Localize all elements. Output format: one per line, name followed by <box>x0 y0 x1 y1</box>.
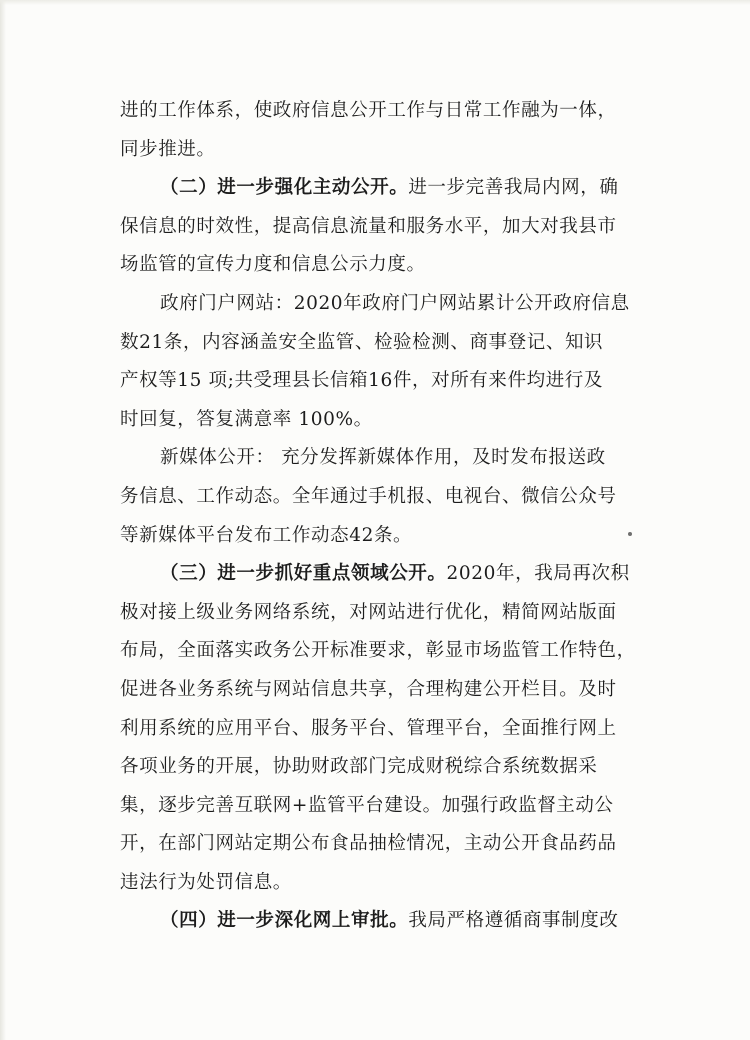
text-run: 进一步完善我局内网，确 <box>408 177 619 199</box>
text-line: 集，逐步完善互联网+监管平台建设。加强行政监督主动公 <box>120 794 614 816</box>
text-line: 进的工作体系，使政府信息公开工作与日常工作融为一体， <box>120 100 617 121</box>
text-line: 数21条，内容涵盖安全监管、检验检测、商事登记、知识 <box>120 331 604 353</box>
text-line: 保信息的时效性，提高信息流量和服务水平，加大对我县市 <box>120 215 617 237</box>
text-line: 违法行为处罚信息。 <box>120 871 292 893</box>
text-line: 利用系统的应用平台、服务平台、管理平台，全面推行网上 <box>120 717 617 739</box>
text-line: 等新媒体平台发布工作动态42条。 <box>120 524 413 546</box>
text-run: 2020年，我局再次积 <box>446 563 630 585</box>
text-run: 我局严格遵循商事制度改 <box>408 910 619 932</box>
text-line: 产权等15 项;共受理县长信箱16件，对所有来件均进行及 <box>120 370 603 392</box>
text-line: 务信息、工作动态。全年通过手机报、电视台、微信公众号 <box>120 485 617 507</box>
section-heading: （三）进一步抓好重点领域公开。 <box>160 563 447 585</box>
text-line: 极对接上级业务网络系统，对网站进行优化，精简网站版面 <box>120 601 617 623</box>
scan-edge <box>0 0 750 5</box>
text-line: 场监管的宣传力度和信息公示力度。 <box>120 254 426 276</box>
text-line: 各项业务的开展，协助财政部门完成财税综合系统数据采 <box>120 756 598 778</box>
text-line: 开，在部门网站定期公布食品抽检情况，主动公开食品药品 <box>120 833 617 855</box>
section-heading-line <box>120 555 640 594</box>
section-heading-line <box>120 169 640 208</box>
text-line: 布局，全面落实政务公开标准要求，彰显市场监管工作特色， <box>120 640 636 662</box>
section-heading: （二）进一步强化主动公开。 <box>160 177 409 199</box>
text-line: 时回复，答复满意率 100%。 <box>120 408 373 430</box>
document-body <box>120 92 640 941</box>
scan-speck <box>628 532 632 536</box>
scan-edge <box>0 0 6 1040</box>
text-line: 新媒体公开： 充分发挥新媒体作用，及时发布报送政 <box>160 447 606 469</box>
section-heading: （四）进一步深化网上审批。 <box>160 910 409 932</box>
section-heading-line <box>120 902 640 941</box>
text-line: 政府门户网站：2020年政府门户网站累计公开政府信息 <box>160 292 630 314</box>
text-line: 同步推进。 <box>120 138 216 160</box>
text-line: 促进各业务系统与网站信息共享，合理构建公开栏目。及时 <box>120 678 617 700</box>
